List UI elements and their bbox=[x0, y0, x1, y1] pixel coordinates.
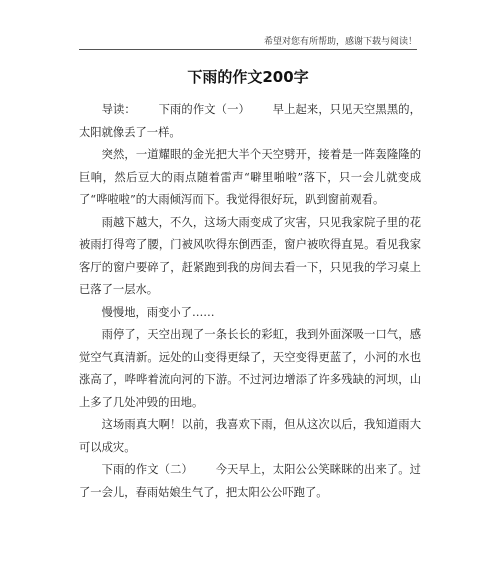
intro-paragraph bbox=[79, 99, 421, 144]
second-text: 今天早上，太阳公公笑眯眯的出来了。过了一会儿，春雨姑娘生气了，把太阳公公吓跑了。 bbox=[79, 463, 421, 499]
paragraph: 慢慢地，雨变小了…… bbox=[101, 305, 215, 319]
paragraph: 突然，一道耀眼的金光把大半个天空劈开，接着是一阵轰隆隆的巨响，然后豆大的雨点随着雷声“噼里啪啦”落下，只一会儿就变成了“哗啦啦”的大雨倾泻而下。我觉得很好玩，趴到窗前观看。 bbox=[79, 148, 421, 206]
paragraph: 雨越下越大，不久，这场大雨变成了灾害，只见我家院子里的花被雨打得弯了腰，门被风吹得东倒西歪，窗户被吹得直晃。看见我家客厅的窗户要碎了，赶紧跑到我的房间去看一下，只见我的学习桌上已落了一层水。 bbox=[79, 215, 421, 296]
header-note: 希望对您有所帮助，感谢下载与阅读！ bbox=[263, 37, 417, 47]
intro-text: 早上起来，只见天空黑黑的，太阳就像丢了一样。 bbox=[79, 103, 421, 139]
second-section-title: 下雨的作文（二） bbox=[101, 463, 193, 476]
second-paragraph bbox=[79, 459, 421, 504]
document-title: 下雨的作文200字 bbox=[187, 68, 309, 86]
header-divider bbox=[79, 49, 417, 50]
document-body bbox=[79, 99, 421, 504]
paragraph: 这场雨真大啊！以前，我喜欢下雨，但从这次以后，我知道雨大可以成灾。 bbox=[79, 418, 421, 454]
intro-lead: 导读： bbox=[101, 103, 136, 116]
paragraph: 雨停了，天空出现了一条长长的彩虹，我到外面深吸一口气，感觉空气真清新。远处的山变得更绿了，天空变得更蓝了，小河的水也涨高了，哗哗着流向河的下游。不过河边增添了许多残缺的河坝，山上多了几处冲毁的田地。 bbox=[79, 328, 421, 409]
intro-section-title: 下雨的作文（一） bbox=[158, 103, 250, 116]
